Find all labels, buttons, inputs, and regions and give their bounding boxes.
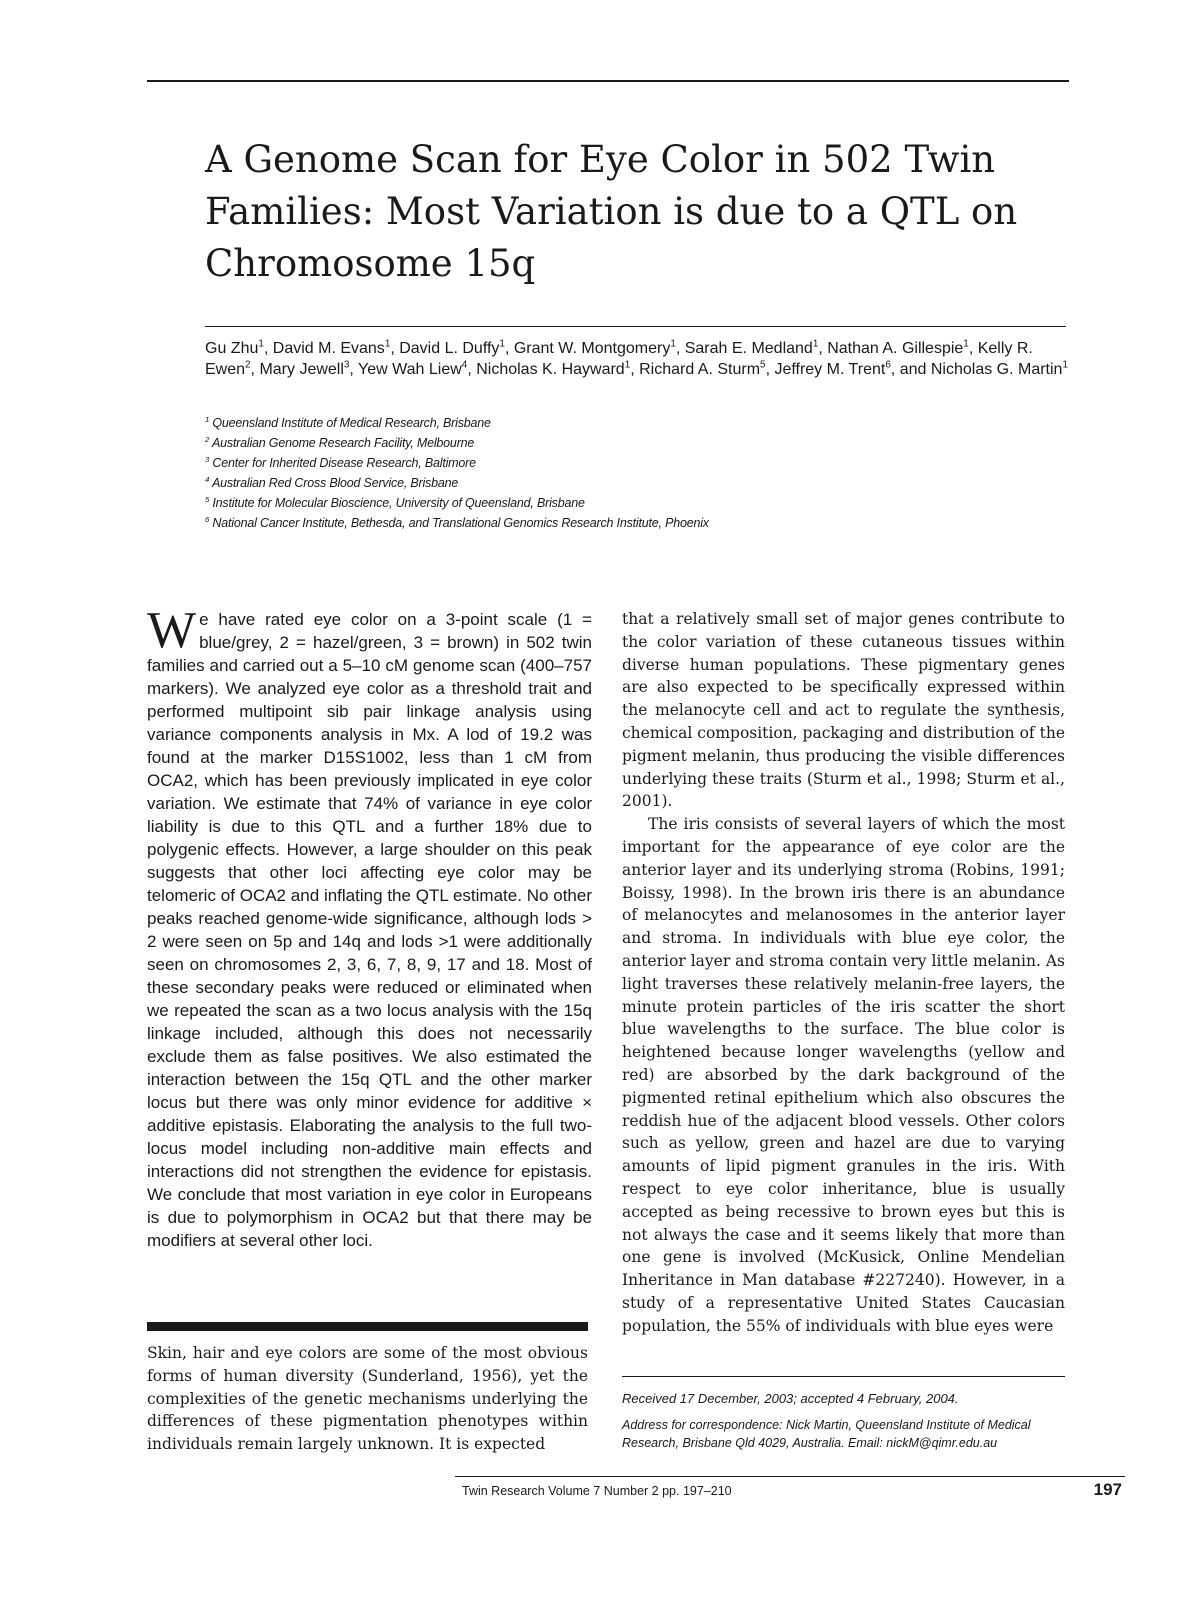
author-separator: , and bbox=[890, 361, 931, 378]
author-affiliation-mark: 1 bbox=[384, 338, 391, 350]
article-title: A Genome Scan for Eye Color in 502 Twin Families: Most Variation is due to a QTL on Chromosome 15q bbox=[205, 138, 1018, 285]
author-separator: , bbox=[504, 340, 514, 357]
affiliation-number: 6 bbox=[205, 514, 210, 524]
page-number: 197 bbox=[1093, 1480, 1122, 1499]
affiliation-number: 1 bbox=[205, 414, 210, 424]
author-affiliation-mark: 4 bbox=[461, 359, 468, 371]
author-affiliation-mark: 1 bbox=[499, 338, 505, 350]
author-affiliation-mark: 2 bbox=[245, 359, 251, 371]
author-affiliation-mark: 1 bbox=[1062, 359, 1068, 371]
correspondence-address: Address for correspondence: Nick Martin, Queensland Institute of Medical Research, Brisbane Qld 4029, Australia. Email: nickM@qimr.edu.au bbox=[622, 1418, 1031, 1450]
author-name: Yew Wah Liew bbox=[358, 361, 462, 378]
section-divider bbox=[147, 1322, 588, 1331]
affiliation-text: Australian Genome Research Facility, Melbourne bbox=[211, 436, 475, 450]
affiliation-number: 2 bbox=[205, 434, 210, 444]
author-separator: , bbox=[263, 340, 273, 357]
affiliation-number: 5 bbox=[205, 494, 210, 504]
author-affiliation-mark: 1 bbox=[258, 338, 264, 350]
journal-citation: Twin Research Volume 7 Number 2 pp. 197–210 bbox=[462, 1484, 732, 1498]
affiliation bbox=[205, 433, 1085, 453]
affiliation-text: Australian Red Cross Blood Service, Brisbane bbox=[211, 476, 459, 490]
author-name: David M. Evans bbox=[272, 340, 385, 357]
author-separator: , bbox=[765, 361, 775, 378]
author-name: Grant W. Montgomery bbox=[513, 340, 671, 357]
body-left-column: Skin, hair and eye colors are some of the most obvious forms of human diversity (Sunderland, 1956), yet the complexities of the genetic mechanisms underlying the differences of these pigmentation phenotypes within individuals remain largely unknown. It is expected bbox=[147, 1344, 588, 1454]
author-affiliation-mark: 3 bbox=[343, 359, 350, 371]
affiliation-text: Queensland Institute of Medical Research, Brisbane bbox=[212, 416, 491, 430]
author-affiliation-mark: 1 bbox=[624, 359, 631, 371]
affiliation-number: 3 bbox=[205, 454, 210, 464]
author-name: Nicholas G. Martin bbox=[930, 361, 1063, 378]
affiliation bbox=[205, 493, 1085, 513]
author-name: Sarah E. Medland bbox=[684, 340, 813, 357]
author-name: Kelly R. Ewen bbox=[205, 340, 1033, 378]
author-separator: , bbox=[630, 361, 640, 378]
author-separator: , bbox=[675, 340, 685, 357]
affiliation-text: Center for Inherited Disease Research, Baltimore bbox=[212, 456, 476, 470]
author-name: Gu Zhu bbox=[205, 340, 259, 357]
author-separator: , bbox=[968, 340, 978, 357]
author-list bbox=[205, 338, 1085, 380]
affiliation-list bbox=[205, 413, 1085, 533]
author-affiliation-mark: 5 bbox=[760, 359, 766, 371]
top-rule bbox=[147, 80, 1069, 82]
author-affiliation-mark: 1 bbox=[670, 338, 676, 350]
abstract bbox=[147, 602, 592, 1252]
author-name: Mary Jewell bbox=[259, 361, 344, 378]
author-affiliation-mark: 6 bbox=[885, 359, 891, 371]
body-right-column bbox=[622, 608, 1065, 1338]
affiliation bbox=[205, 513, 1085, 533]
author-name: Nathan A. Gillespie bbox=[827, 340, 964, 357]
footnote-rule bbox=[622, 1376, 1065, 1377]
author-name: Nicholas K. Hayward bbox=[476, 361, 625, 378]
affiliation bbox=[205, 473, 1085, 493]
affiliation bbox=[205, 453, 1085, 473]
affiliation-text: National Cancer Institute, Bethesda, and Translational Genomics Research Institute, Phoenix bbox=[212, 516, 709, 530]
author-name: Richard A. Sturm bbox=[639, 361, 761, 378]
body-paragraph: that a relatively small set of major genes contribute to the color variation of these cutaneous tissues within diverse human populations. These pigmentary genes are also expected to be specifically expressed within the melanocyte cell and act to regulate the synthesis, chemical composition, packaging and distribution of the pigment melanin, thus producing the visible differences underlying these traits (Sturm et al., 1998; Sturm et al., 2001). bbox=[622, 610, 1065, 811]
body-paragraph: The iris consists of several layers of which the most important for the appearance of eye color are the anterior layer and its underlying stroma (Robins, 1991; Boissy, 1998). In the brown iris there is an abundance of melanocytes and melanosomes in the anterior layer and stroma. In individuals with blue eye color, the anterior layer and stroma contain very little melanin. As light traverses these relatively melanin-free layers, the minute protein particles of the iris scatter the short blue wavelengths to the surface. The blue color is heightened because longer wavelengths (yellow and red) are absorbed by the dark background of the pigmented retinal epithelium which also obscures the reddish hue of the adjacent blood vessels. Other colors such as yellow, green and hazel are due to varying amounts of lipid pigment granules in the iris. With respect to eye color inheritance, blue is usually accepted as being recessive to brown eyes but this is not always the case and it seems likely that more than one gene is involved (McKusick, Online Mendelian Inheritance in Man database #227240). However, in a study of a representative United States Caucasian population, the 55% of individuals with blue eyes were bbox=[622, 815, 1065, 1335]
affiliation-text: Institute for Molecular Bioscience, University of Queensland, Brisbane bbox=[212, 496, 585, 510]
abstract-text: e have rated eye color on a 3-point scale (1 = blue/grey, 2 = hazel/green, 3 = brown) in 502 twin families and carried out a 5–10 cM genome scan (400–757 markers). We analyzed eye color as a threshold trait and performed multipoint sib pair linkage analysis using variance components analysis in Mx. A lod of 19.2 was found at the marker D15S1002, less than 1 cM from OCA2, which has been previously implicated in eye color variation. We estimate that 74% of variance in eye color liability is due to this QTL and a further 18% due to polygenic effects. However, a large shoulder on this peak suggests that other loci affecting eye color may be telomeric of OCA2 and inflating the QTL estimate. No other peaks reached genome-wide significance, although lods > 2 were seen on 5p and 14q and lods >1 were additionally seen on chromosomes 2, 3, 6, 7, 8, 9, 17 and 18. Most of these secondary peaks were reduced or eliminated when we repeated the scan as a two locus analysis with the 15q linkage included, although this does not necessarily exclude them as false positives. We also estimated the interaction between the 15q QTL and the other marker locus but there was only minor evidence for additive × additive epistasis. Elaborating the analysis to the full two-locus model including non-additive main effects and interactions did not strengthen the evidence for epistasis. We conclude that most variation in eye color in Europeans is due to polymorphism in OCA2 but that there may be modifiers at several other loci. bbox=[147, 610, 592, 1250]
author-affiliation-mark: 1 bbox=[963, 338, 969, 350]
affiliation bbox=[205, 413, 1085, 433]
author-affiliation-mark: 1 bbox=[812, 338, 819, 350]
drop-cap: W bbox=[147, 602, 197, 659]
author-separator: , bbox=[349, 361, 359, 378]
author-separator: , bbox=[818, 340, 828, 357]
author-rule bbox=[205, 326, 1066, 327]
received-dates: Received 17 December, 2003; accepted 4 February, 2004. bbox=[622, 1391, 959, 1406]
author-separator: , bbox=[250, 361, 260, 378]
affiliation-number: 4 bbox=[205, 474, 210, 484]
author-separator: , bbox=[467, 361, 477, 378]
author-name: David L. Duffy bbox=[399, 340, 500, 357]
author-name: Jeffrey M. Trent bbox=[774, 361, 886, 378]
footer-rule bbox=[455, 1476, 1125, 1477]
author-separator: , bbox=[390, 340, 400, 357]
